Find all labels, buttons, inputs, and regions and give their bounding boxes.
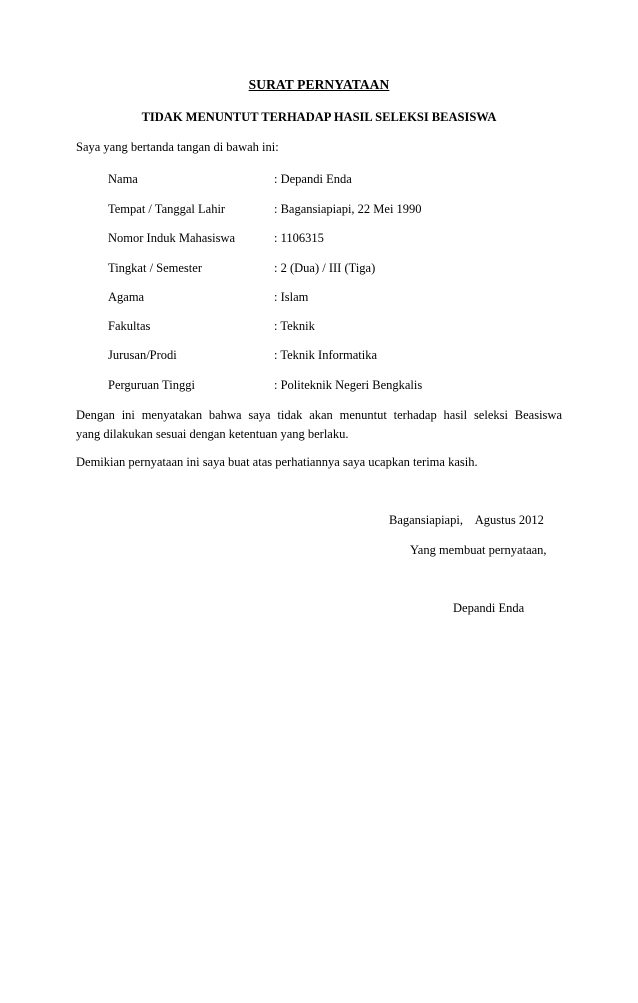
field-label: Agama: [108, 290, 145, 304]
field-value: : 2 (Dua) / III (Tiga): [274, 261, 376, 275]
field-label: Fakultas: [108, 319, 151, 333]
field-label: Tingkat / Semester: [108, 261, 202, 275]
field-label: Perguruan Tinggi: [108, 378, 195, 392]
closing-paragraph: Demikian pernyataan ini saya buat atas perhatiannya saya ucapkan terima kasih.: [76, 455, 478, 469]
field-label: Nomor Induk Mahasiswa: [108, 231, 236, 245]
signer-name: Depandi Enda: [453, 601, 525, 615]
statement-paragraph: [76, 406, 562, 444]
letter-title: SURAT PERNYATAAN: [248, 77, 390, 92]
field-value: : Politeknik Negeri Bengkalis: [274, 378, 423, 392]
field-label: Nama: [108, 172, 138, 186]
field-value: : Depandi Enda: [274, 172, 352, 186]
intro-text: Saya yang bertanda tangan di bawah ini:: [76, 140, 279, 154]
field-row-jurusan-prodi: [108, 348, 568, 366]
field-value: : Teknik: [274, 319, 315, 333]
maker-label: Yang membuat pernyataan,: [410, 543, 547, 557]
field-row-nim: [108, 231, 568, 249]
field-label: Tempat / Tanggal Lahir: [108, 202, 226, 216]
field-value: : Teknik Informatika: [274, 348, 378, 362]
field-row-perguruan-tinggi: [108, 378, 568, 396]
field-row-tempat-tanggal-lahir: [108, 202, 568, 220]
field-row-nama: [108, 172, 568, 190]
field-value: : 1106315: [274, 231, 324, 245]
field-label: Jurusan/Prodi: [108, 348, 177, 362]
statement-line-1: Dengan ini menyatakan bahwa saya tidak akan menuntut terhadap hasil seleksi Beasiswa: [76, 408, 562, 422]
field-row-fakultas: [108, 319, 568, 337]
field-value: : Bagansiapiapi, 22 Mei 1990: [274, 202, 422, 216]
letter-subtitle: TIDAK MENUNTUT TERHADAP HASIL SELEKSI BEASISWA: [141, 110, 497, 124]
field-row-agama: [108, 290, 568, 308]
field-value: : Islam: [274, 290, 309, 304]
statement-line-2: yang dilakukan sesuai dengan ketentuan yang berlaku.: [76, 427, 349, 441]
place-date: Bagansiapiapi, Agustus 2012: [389, 513, 544, 527]
field-row-tingkat-semester: [108, 261, 568, 279]
